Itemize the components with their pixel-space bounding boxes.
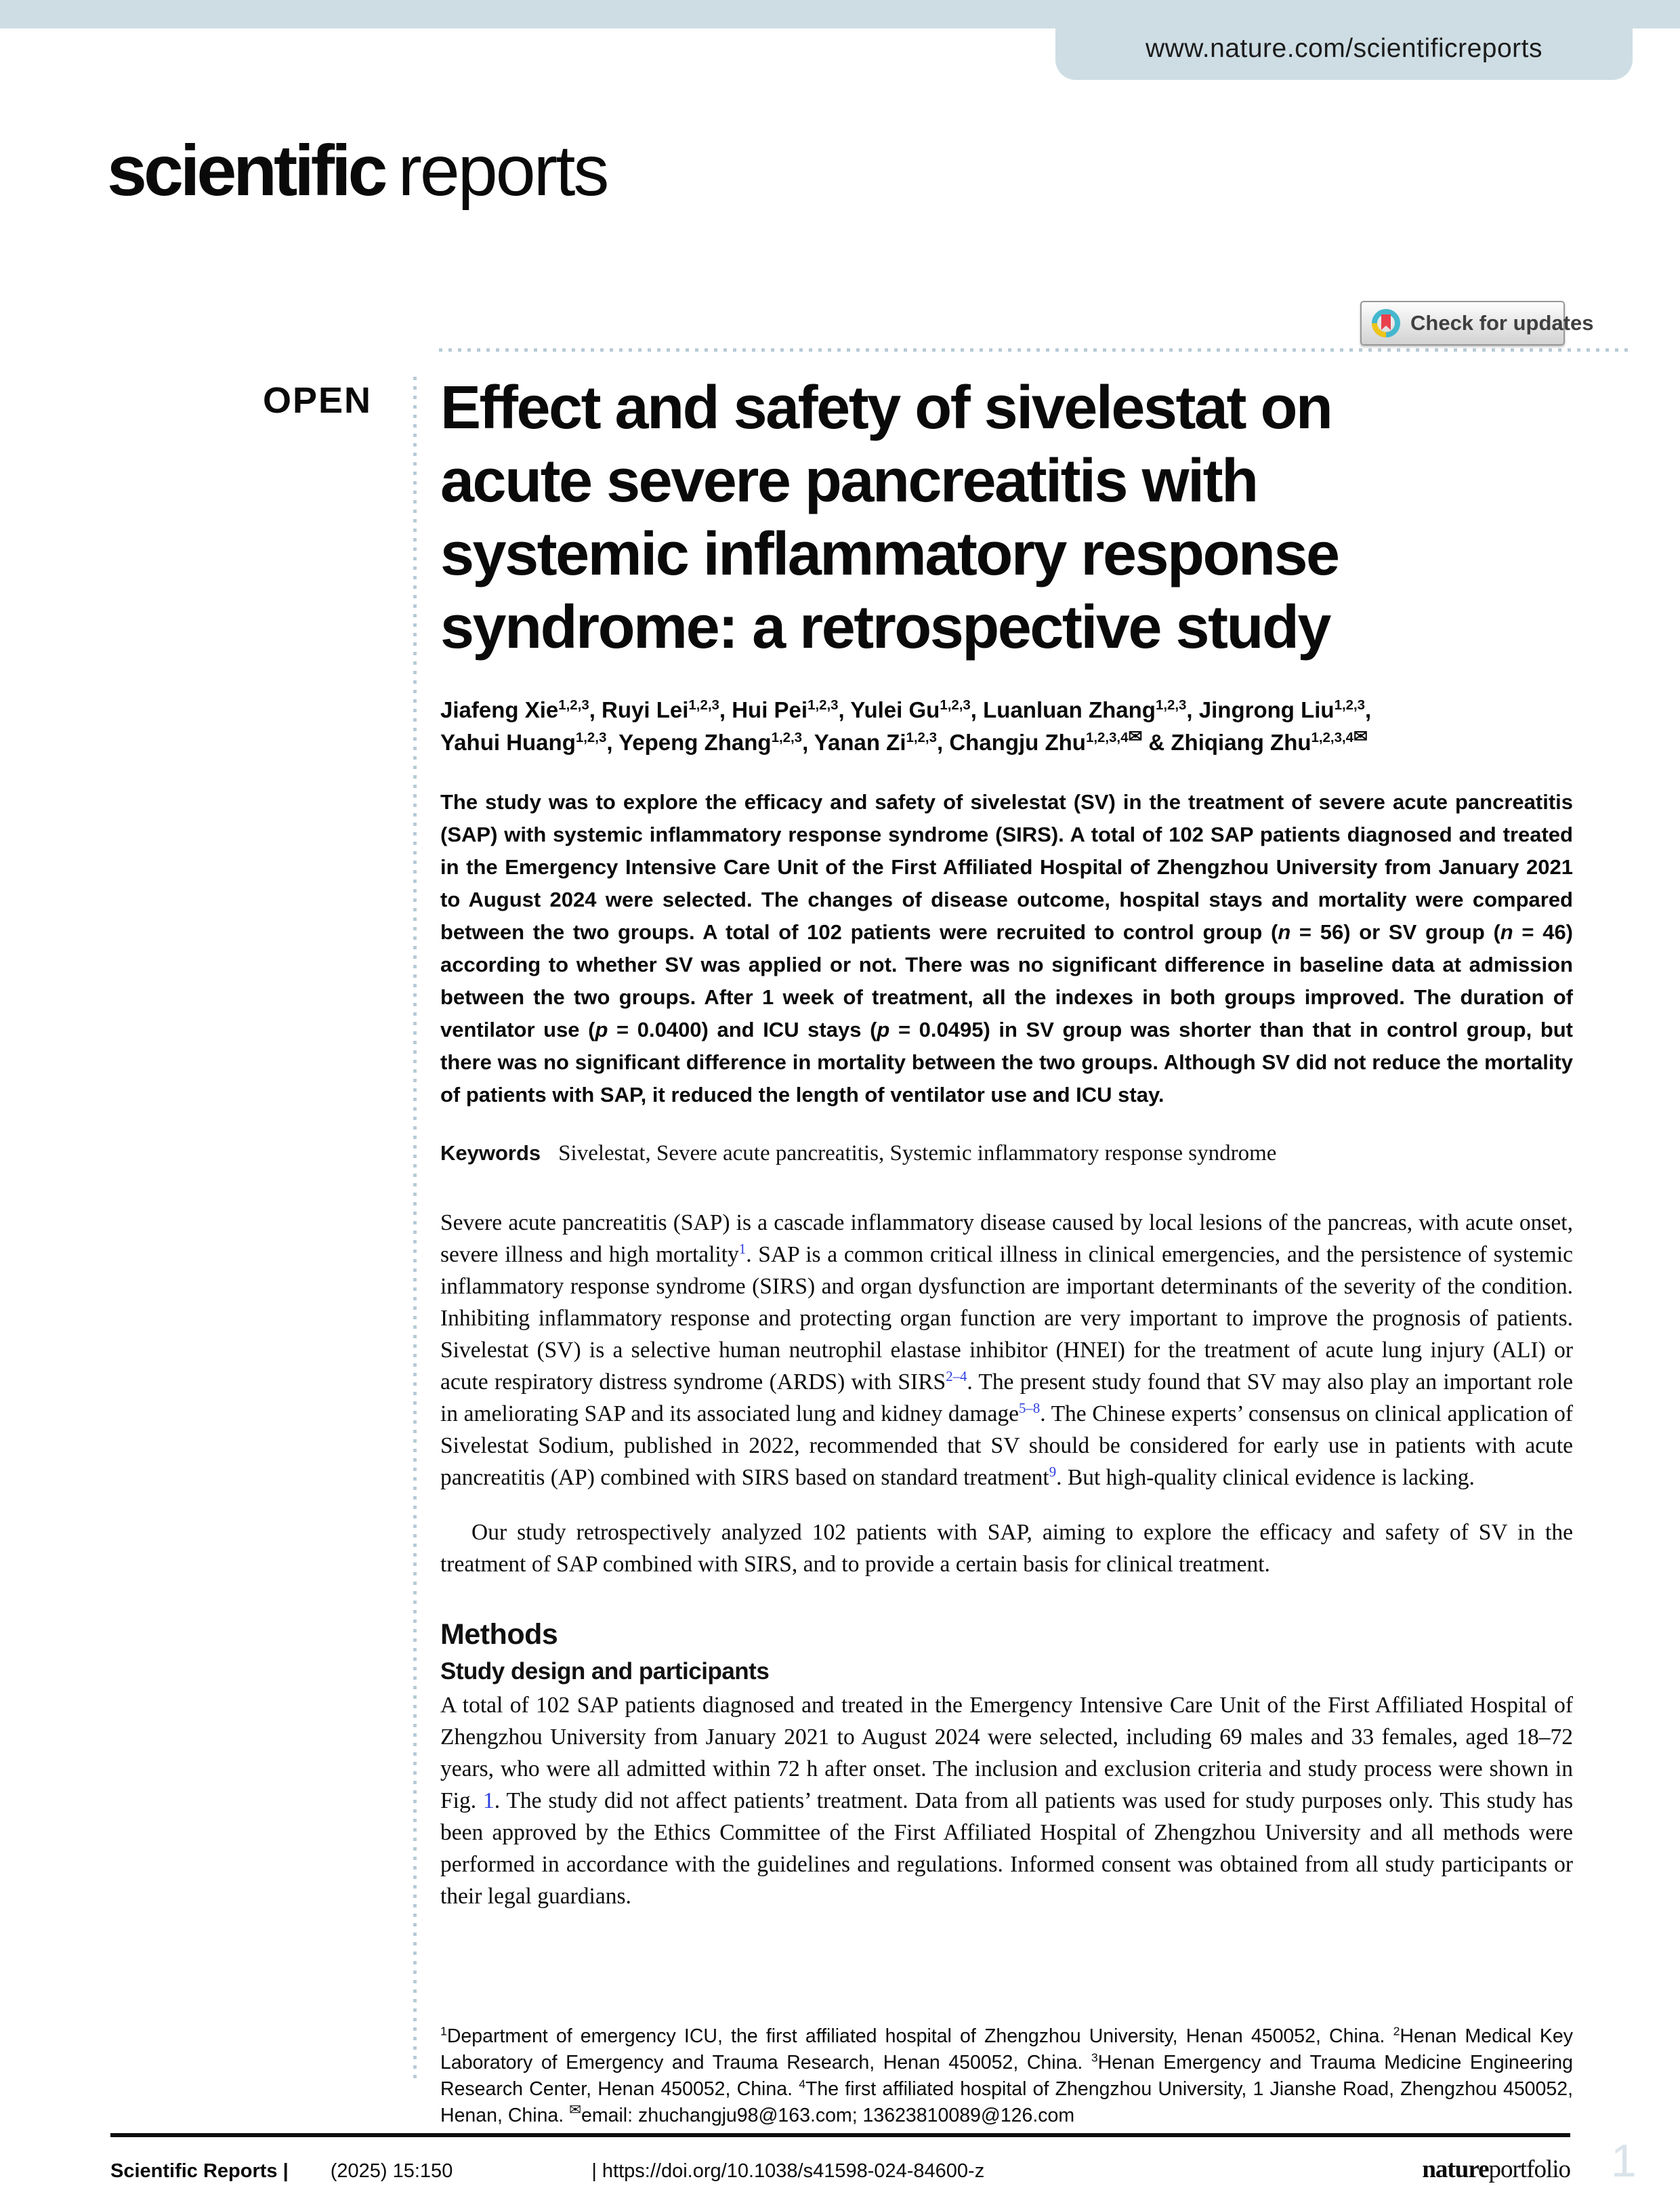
open-access-label: OPEN bbox=[263, 380, 373, 421]
affiliation-superscript: 1,2,3,4 bbox=[1311, 730, 1354, 745]
journal-logo-bold: scientific bbox=[107, 131, 385, 211]
statistic-variable: n bbox=[1278, 920, 1291, 944]
envelope-icon: ✉ bbox=[1353, 728, 1368, 746]
article-title-line: Effect and safety of sivelestat on bbox=[440, 374, 1332, 442]
journal-logo bbox=[107, 130, 607, 212]
affiliation-superscript: 1,2,3 bbox=[940, 697, 971, 713]
crossmark-icon bbox=[1371, 308, 1401, 338]
methods-paragraph: A total of 102 SAP patients diagnosed and treated in the Emergency Intensive Care Unit of the First Affiliated Hospital of Zhengzhou University from January 2021 to August 2024 were selected, including 69 males and 33 females, aged 18–72 years, who were all admitted within 72 h after onset. The inclusion and exclusion criteria and study process were shown in Fig. 1. The study did not affect patients’ treatment. Data from all patients was used for study purposes only. This study has been approved by the Ethics Committee of the First Affiliated Hospital of Zhengzhou University and all methods were performed in accordance with the guidelines and regulations. Informed consent was obtained from all study participants or their legal guardians. bbox=[440, 1692, 1573, 1909]
nature-portfolio-logo bbox=[1422, 2155, 1570, 2184]
article-body bbox=[440, 371, 1573, 1935]
footer bbox=[110, 2155, 1570, 2184]
journal-logo-light: reports bbox=[398, 131, 608, 211]
affiliation-superscript: 1 bbox=[440, 2024, 447, 2038]
nature-logo-light: portfolio bbox=[1488, 2155, 1570, 2183]
statistic-variable: n bbox=[1500, 920, 1513, 944]
footer-doi-link[interactable]: | https://doi.org/10.1038/s41598-024-84600-z bbox=[591, 2160, 985, 2182]
keywords-label: Keywords bbox=[440, 1141, 541, 1165]
figure-link[interactable]: 1 bbox=[483, 1788, 495, 1813]
nature-logo-bold: nature bbox=[1422, 2155, 1489, 2183]
methods-subheading: Study design and participants bbox=[440, 1657, 770, 1685]
footer-journal-name: Scientific Reports | bbox=[110, 2160, 289, 2182]
journal-url[interactable]: www.nature.com/scientificreports bbox=[1055, 0, 1633, 80]
dotted-rule-horizontal bbox=[439, 348, 1633, 352]
article-title-line: acute severe pancreatitis with bbox=[440, 447, 1257, 515]
check-for-updates-label: Check for updates bbox=[1410, 311, 1594, 335]
affiliations-footnote: $^1$Department of emergency ICU, the first affiliated hospital of Zhengzhou University, Henan 450052, China. $^2$Henan Medical Key Laboratory of Emergency and Trauma Research, Henan 450052, China. $^3$Henan Emergency and Trauma Medicine Engineering Research Center, Henan 450052, China. $^4$The first affiliated hospital of Zhengzhou University, 1 Jianshe Road, Zhengzhou 450052, Henan, China. ✉email: zhuchangju98@163.com; 13623810089@126.com bbox=[440, 2024, 1574, 2126]
reference-link[interactable]: 5–8 bbox=[1019, 1400, 1041, 1416]
keywords-line bbox=[440, 1141, 1573, 1166]
affiliation-superscript: 2 bbox=[1393, 2024, 1400, 2038]
check-for-updates-button[interactable] bbox=[1360, 301, 1594, 346]
article-title bbox=[440, 371, 1573, 664]
footer-citation: (2025) 15:150 bbox=[330, 2160, 453, 2182]
affiliation-superscript: 3 bbox=[1091, 2050, 1098, 2065]
affiliation-superscript: 4 bbox=[799, 2077, 806, 2091]
article-title-line: syndrome: a retrospective study bbox=[440, 594, 1330, 661]
methods-heading: Methods bbox=[440, 1617, 558, 1651]
affiliation-superscript: 1,2,3 bbox=[906, 730, 937, 745]
affiliation-superscript: 1,2,3 bbox=[558, 697, 589, 713]
envelope-icon: ✉ bbox=[1128, 728, 1143, 746]
footer-rule bbox=[110, 2133, 1570, 2137]
affiliation-superscript: 1,2,3 bbox=[807, 697, 839, 713]
reference-link[interactable]: 9 bbox=[1049, 1464, 1057, 1480]
author-list: Jiafeng Xie$^{1,2,3}$, Ruyi Lei$^{1,2,3}$, Hui Pei$^{1,2,3}$, Yulei Gu$^{1,2,3}$, Luanluan Zhang$^{1,2,3}$, Jingrong Liu$^{1,2,3}$, Yahui Huang$^{1,2,3}$, Yepeng Zhang$^{1,2,3}$, Yanan Zi$^{1,2,3}$, Changju Zhu$^{1,2,3,4✉}$ & Zhiqiang Zhu$^{1,2,3,4✉}$ bbox=[440, 697, 1372, 755]
affiliation-superscript: 1,2,3 bbox=[771, 730, 803, 745]
envelope-icon: ✉ bbox=[569, 2101, 582, 2118]
keywords-text: Sivelestat, Severe acute pancreatitis, Systemic inflammatory response syndrome bbox=[558, 1141, 1277, 1165]
reference-link[interactable]: 1 bbox=[738, 1241, 747, 1257]
introduction-paragraph: Severe acute pancreatitis (SAP) is a cascade inflammatory disease caused by local lesions of the pancreas, with acute onset, severe illness and high mortality$^1$. SAP is a common critical illness in clinical emergencies, and the persistence of systemic inflammatory response syndrome (SIRS) and organ dysfunction are important determinants of the severity of the condition. Inhibiting inflammatory response and protecting organ function are very important to improve the prognosis of patients. Sivelestat (SV) is a selective human neutrophil elastase inhibitor (HNEI) for the treatment of acute lung injury (ALI) or acute respiratory distress syndrome (ARDS) with SIRS$^{2-4}$. The present study found that SV may also play an important role in ameliorating SAP and its associated lung and kidney damage$^{5-8}$. The Chinese experts’ consensus on clinical application of Sivelestat Sodium, published in 2022, recommended that SV should be considered for early use in patients with acute pancreatitis (AP) combined with SIRS based on standard treatment$^9$. But high-quality clinical evidence is lacking. bbox=[440, 1210, 1574, 1490]
statistic-variable: p bbox=[595, 1018, 608, 1041]
article-title-line: systemic inflammatory response bbox=[440, 520, 1339, 588]
dotted-rule-vertical bbox=[413, 377, 417, 2082]
reference-link[interactable]: 2–4 bbox=[946, 1368, 967, 1384]
affiliation-superscript: 1,2,3,4 bbox=[1085, 730, 1129, 745]
affiliation-superscript: 1,2,3 bbox=[575, 730, 607, 745]
page-number: 1 bbox=[1611, 2135, 1637, 2187]
introduction-paragraph: Our study retrospectively analyzed 102 patients with SAP, aiming to explore the efficacy and safety of SV in the treatment of SAP combined with SIRS, and to provide a certain basis for clinical treatment. bbox=[440, 1519, 1573, 1577]
statistic-variable: p bbox=[877, 1018, 890, 1041]
abstract-text: The study was to explore the efficacy and safety of sivelestat (SV) in the treatment of severe acute pancreatitis (SAP) with systemic inflammatory response syndrome (SIRS). A total of 102 SAP patients diagnosed and treated in the Emergency Intensive Care Unit of the First Affiliated Hospital of Zhengzhou University from January 2021 to August 2024 were selected. The changes of disease outcome, hospital stays and mortality were compared between the two groups. A total of 102 patients were recruited to control group (n = 56) or SV group (n = 46) according to whether SV was applied or not. There was no significant difference in baseline data at admission between the two groups. After 1 week of treatment, all the indexes in both groups improved. The duration of ventilator use (p = 0.0400) and ICU stays (p = 0.0495) in SV group was shorter than that in control group, but there was no significant difference in mortality between the two groups. Although SV did not reduce the mortality of patients with SAP, it reduced the length of ventilator use and ICU stay. bbox=[440, 790, 1574, 1107]
affiliation-superscript: 1,2,3 bbox=[1155, 697, 1187, 713]
affiliation-superscript: 1,2,3 bbox=[1334, 697, 1366, 713]
affiliation-superscript: 1,2,3 bbox=[688, 697, 719, 713]
